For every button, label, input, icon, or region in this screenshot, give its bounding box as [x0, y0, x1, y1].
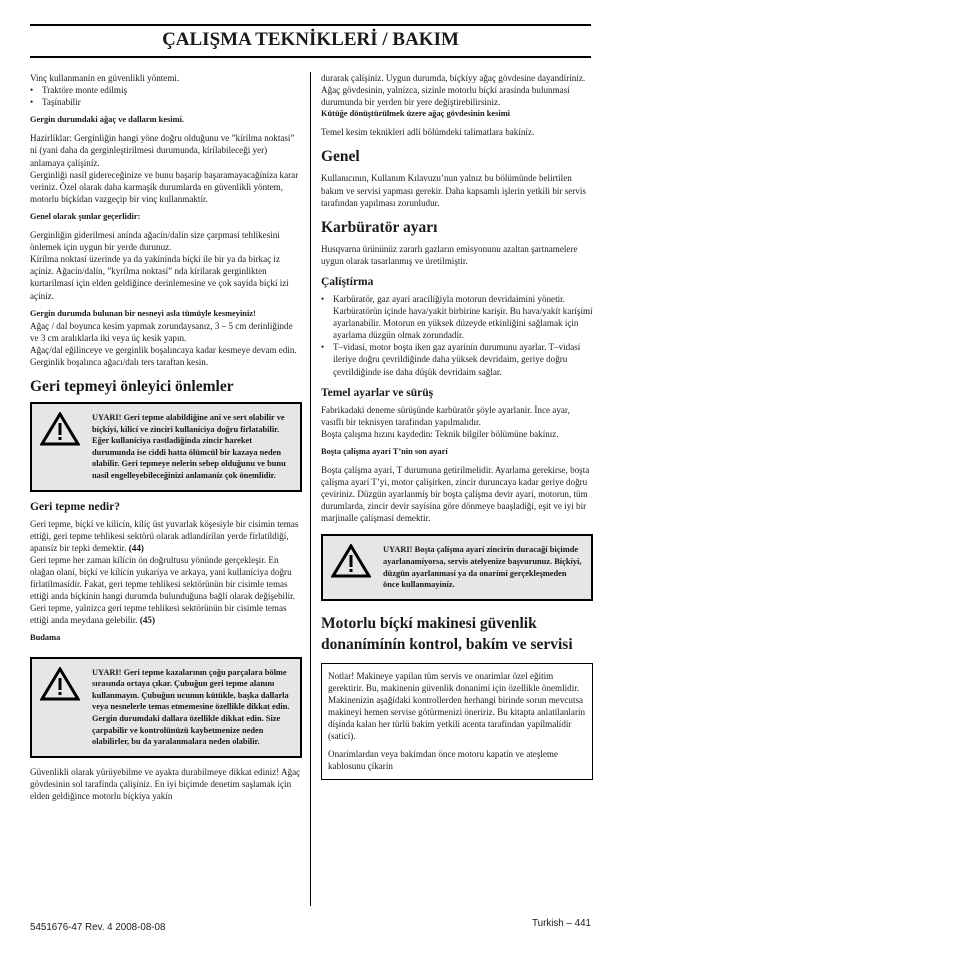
text: Geri tepme, yalnízca geri tepme tehlikesi sektörünün bir cisimle temas ettiği anda meydana gelebilir. — [30, 603, 287, 626]
paragraph: Boşta çalíşma ayarí, T durumuna getirilmelidir. Ayarlama gerekirse, boşta çalíşma ayarí T’yi, motor çalíşírken, zincir duruncaya kadar geriye doğru çeviriniz. Düzgün ayarlanmíş bir boşta çalíşma devir ayarí, motorun, tüm durumlarda, zincir devir sayísína göre dönmeye baaşladíğí, eşit ve iyi bir marjinalle çalíşmasí demektir. — [321, 464, 590, 524]
footer-doc-number: 5451676-47 Rev. 4 2008-08-08 — [30, 922, 166, 933]
warning-box — [30, 657, 302, 758]
warning-text: UYARI! Geri tepme kazalarının çoğu parçalara bölme sırasında ortaya çıkar. Çubuğun geri tepme alanını kullanmayın. Çubuğun ucunun kütükle, başka dallarla veya nesnelerle temas etmemesine özellikle dikkat edin. Gergin durumdaki dallara özellikle dikkat edin. Size çarpabilir ve kontrolünüzü kaybetmenize neden olabilirler, bu da yaralanmalara neden olabilir. — [92, 667, 290, 747]
page-title: ÇALIŞMA TEKNİKLERİ / BAKIM — [162, 29, 459, 50]
paragraph: Temel kesim teknikleri adlí bölümdeki talimatlara bakíníz. — [321, 127, 535, 138]
winch-list — [30, 84, 302, 108]
column-divider — [310, 72, 311, 906]
subheading-general: Genel olarak şunlar geçerlidir: — [30, 211, 141, 221]
warning-icon — [331, 544, 383, 590]
note-text: Notlar! Makineye yapílan tüm servis ve onarímlar özel eğitim gerektirir. Bu, makinenin güvenlik donanímí için özellikle önemlidir. Makinenizin aşağídaki kontrollerden herhangi birinde sorun mevcutsa makineyi hemen servise götürmenizi öneririz. Bu kitapta anlatílanlarín díşínda kalan her türlü bakím yetkili acenta tarafíndan yapílmalídír (satící). — [328, 670, 586, 742]
footer-page-number: Turkish – 441 — [532, 918, 591, 929]
paragraph — [30, 518, 302, 554]
paragraph: Ağaç/dal eğilinceye ve gerginlik boşalıncaya kadar kesmeye devam edin. — [30, 344, 297, 355]
subsection-heading-basic: Temel ayarlar ve sürüş — [321, 386, 434, 399]
paragraph: Gerginliğin giderilmesi anínda ağacín/dalín size çarpmasí tehlikesini önlemek için uygun bir yerde durunuz. — [30, 230, 280, 253]
note-text: Onarímlardan veya bakímdan önce motoru kapatín ve ateşleme kablosunu çíkarín — [328, 749, 559, 772]
list-item: • Taşínabilir — [42, 96, 302, 108]
list-item: • Traktöre monte edilmiş — [42, 84, 302, 96]
right-column — [321, 72, 593, 784]
list-item: • T–vidasí, motor boşta iken gaz ayarínín durumunu ayarlar. T–vidasí ileriye doğru çevrildiğinde daha yüksek devridaim, geriye doğru çevrildiğinde ise daha düşük devridaim sağlar. — [333, 341, 593, 377]
subheading-limbing: Budama — [30, 633, 61, 643]
warning-icon — [40, 667, 92, 748]
paragraph: Gerginlik boşalınca ağacı/dalı ters taraftan kesin. — [30, 356, 209, 367]
section-heading-kickback: Geri tepmeyi önleyici önlemler — [30, 378, 234, 396]
subheading-bend: Gergin durumdaki ağaç ve dalların kesimi. — [30, 115, 185, 125]
left-column — [30, 72, 302, 802]
section-heading-safety: Motorlu bíçkí makinesi güvenlik donanímínín kontrol, bakím ve servisi — [321, 614, 573, 653]
list-item: • Karbüratör, gaz ayarí aracílíğíyla motorun devridaimini yönetir. Karbüratörün içinde hava/yakít birbirine karíşír. Bu hava/yakít karíşímí ayarlanabilir. Motorun en yüksek düzeyde etkinliğini sağlamak için ayarlama düzgün olmak zorundadír. — [333, 293, 593, 341]
subheading-bucking: Kütüğe dönüştürülmek üzere ağaç gövdesinin kesimi — [321, 109, 510, 119]
warning-icon — [40, 412, 92, 482]
note-box — [321, 663, 593, 780]
paragraph — [30, 602, 302, 626]
paragraph: Gerginliği nasíl gidereceğinize ve bunu başaríp başaramayacağíníza karar veriniz. Özel olarak daha karmaşík durumlarda en güvenlikli yöntem, motorlu bíçkídan vazgeçip bir vinç kullanmaktír. — [30, 169, 299, 204]
figure-ref: (44) — [128, 542, 144, 553]
paragraph: Fabrikadaki deneme sürüşünde karbüratör şöyle ayarlanír. İnce ayar, vasıflı bir teknisyen tarafından yapılmalıdır. — [321, 404, 570, 427]
section-heading-carb: Karbüratör ayarı — [321, 218, 438, 236]
page-header — [30, 24, 591, 58]
warning-text: UYARI! Geri tepme alabildiğine ani ve sert olabilir ve bíçkíyí, kilicí ve zinciri kullaníciya doğru fírlatabilir. Eğer kullaníciya rastladiğínda zincir hareket durumunda ise ciddi hatta ölümcül bir kazaya neden olabilir. Geri tepmeye nelerin sebep olduğunu ve bunu nasíl engelleyebileceğinizi anlamaníz çok önemlidir. — [92, 413, 286, 481]
subheading-never: Gergin durumda bulunan bir nesneyi asla tümüyle kesmeyiniz! — [30, 308, 256, 318]
paragraph: Ağaç gövdesinin, yalnízca, sizinle motorlu bíçkí arasínda bulunmasí durumunda bir yerden bir yere değiştirebilirsiniz. — [321, 85, 570, 108]
subheading-idle: Boşta çalíşma ayarí T’nin son ayarí — [321, 446, 448, 456]
paragraph: Boşta çalışma hızını kaydedin: Teknik bilgiler bölümüne bakínız. — [321, 428, 559, 439]
figure-ref: (45) — [139, 615, 156, 626]
work-list — [321, 293, 593, 378]
intro-text: Vinç kullanmanín en güvenlikli yöntemi. — [30, 73, 180, 83]
paragraph: Ağaç / dal boyunca kesim yapmak zorundaysanız, 3 – 5 cm derinliğinde ve 3 cm aralıklarla iki veya üç kesik yapın. — [30, 320, 293, 343]
section-heading-genel: Genel — [321, 148, 360, 166]
paragraph: Güvenlikli olarak yürüyebilme ve ayakta durabilmeye dikkat ediniz! Ağaç gövdesinin sol tarafínda çalíşíníz. En iyi biçimde denetim saşlamak için elden geldiğince motorlu bíçkíya yakín — [30, 766, 301, 801]
paragraph: durarak çalíşíníz. Uygun durumda, bíçkíyy ağaç gövdesine dayandíríníz. — [321, 73, 586, 83]
subsection-heading-what: Geri tepme nedir? — [30, 500, 121, 513]
paragraph: Kullanıcının, Kullanım Kılavuzu’nun yalnız bu bölümünde belirtilen bakım ve servisi yapması gerekir. Daha kapsamlı işlerin yetkili bir servis tarafından yapılması zorunludur. — [321, 173, 586, 208]
paragraph: Hazírlíklar: Gerginliğin hangi yöne doğru olduğunu ve ”kírílma noktasí” ní (yani daha da gerginleştirilmesi durumunda, kírílabileceği yer) anlamaya çalíşíníz. — [30, 133, 295, 168]
warning-text: UYARI! Boşta çalíşma ayarí zincirin duracağí biçimde ayarlanamíyorsa, servis atelyenize başvurunuz. Bíçkíyí, düzgün ayarlanmasí ya da onarímí gerçekleşmeden önce kullanmayíníz. — [383, 545, 582, 590]
warning-box — [30, 402, 302, 492]
text: Geri tepme, bíçkí ve kílícín, kílíç üst yuvarlak köşesiyle bir cisimin temas ettiği, geri tepme tehlikesi sektörü olarak adlandírílan yerde fírlatíldiğí, apansíz bir tepki demektir. — [30, 518, 299, 553]
warning-box — [321, 534, 593, 600]
subsection-heading-work: Çalíştírma — [321, 275, 374, 288]
paragraph: Geri tepme her zaman kílícín ön doğrultusu yönünde gerçekleşir. En olağan olaní, bíçkí ve kílícín yukaríya ve arkaya, yani kullaníciya doğru fírlatílmasídír. Fakat, geri tepme tehlikesi sektörünün bir cisimle temas ettiği anda bíçkínín hangi durumda bulunduğuna bağlí olarak değişebilir. — [30, 554, 295, 602]
paragraph: Husqvarna ürününüz zararlı gazların emisyonunu azaltan şartnamelere uygun olarak tasarlanmış ve üretilmiştir. — [321, 243, 578, 266]
paragraph: Kírílma noktasí üzerinde ya da yakínínda bíçkí ile bir ya da birkaç iz açíníz. Ağacín/dalín, ”kyrílma noktasí” nda kírílarak gerginlikten kurtarílmasí için elden geldiğince derinlemesine ve çok sayída bíçkí izi açíníz. — [30, 254, 289, 301]
